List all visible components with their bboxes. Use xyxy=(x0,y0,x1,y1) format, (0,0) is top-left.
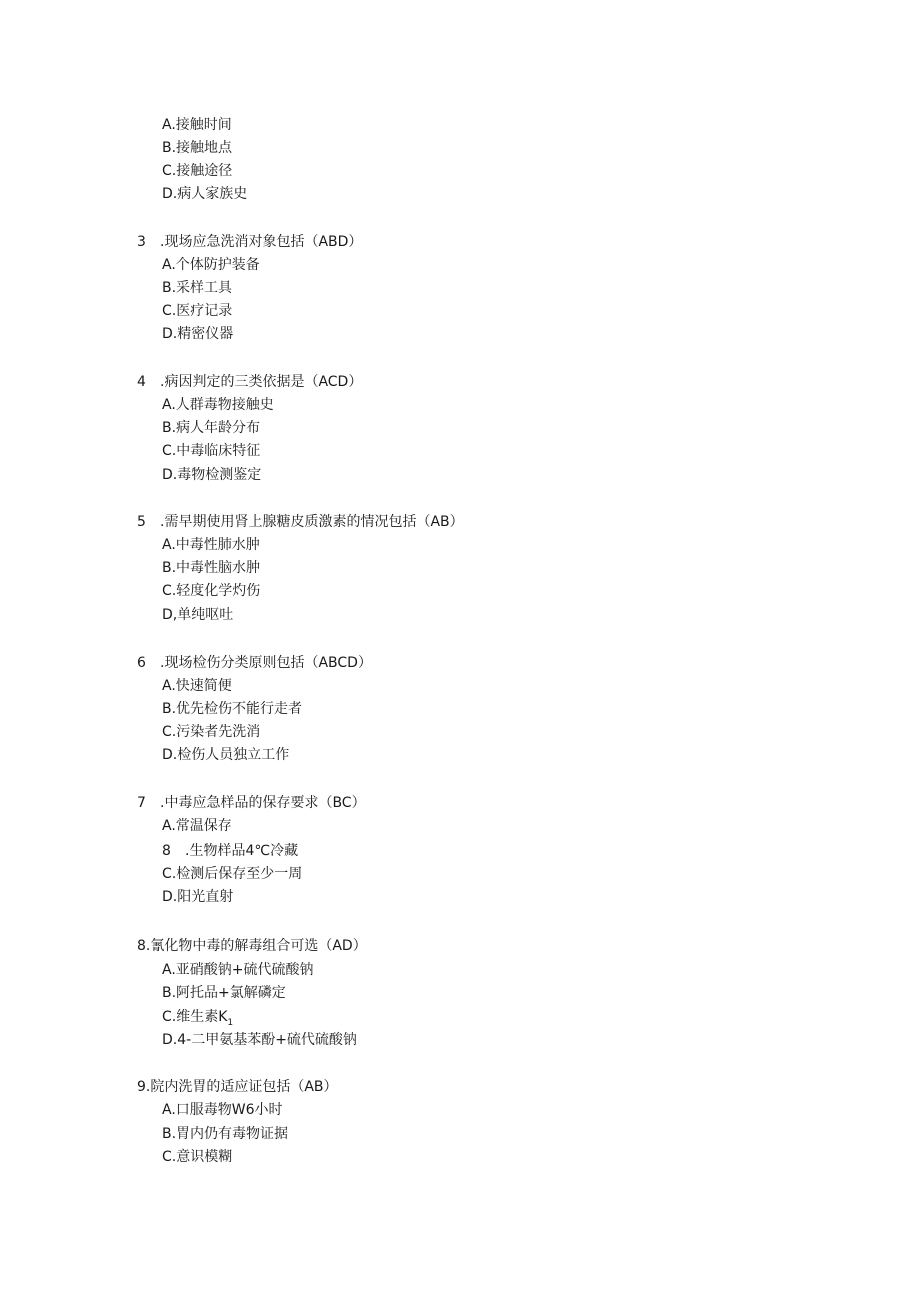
q5-option-b: B.中毒性脑水肿 xyxy=(162,560,261,576)
q8-option-c-text: C.维生素K xyxy=(162,1009,228,1025)
q7-option-c: C.检测后保存至少一周 xyxy=(162,866,303,882)
q7-option-b-number: 8 xyxy=(162,843,171,859)
q2-option-d: D.病人家族史 xyxy=(162,186,248,202)
q8-option-a: A.亚硝酸钠+硫代硫酸钠 xyxy=(162,962,314,978)
q7-option-a: A.常温保存 xyxy=(162,818,232,834)
q5-number: 5 xyxy=(137,514,146,530)
q5-option-a: A.中毒性肺水肿 xyxy=(162,537,260,553)
q5-option-c: C.轻度化学灼伤 xyxy=(162,583,261,599)
q2-option-b: B.接触地点 xyxy=(162,140,233,156)
q3-number: 3 xyxy=(137,234,146,250)
q4-option-d: D.毒物检测鉴定 xyxy=(162,467,262,483)
q3-option-d: D.精密仪器 xyxy=(162,326,234,342)
q2-option-c: C.接触途径 xyxy=(162,163,233,179)
q9-option-c: C.意识模糊 xyxy=(162,1149,233,1165)
q3-question: .现场应急洗消对象包括（ABD） xyxy=(160,234,363,250)
q4-question: .病因判定的三类依据是（ACD） xyxy=(160,374,363,390)
q6-option-c: C.污染者先洗消 xyxy=(162,724,261,740)
q7-option-b: .生物样品4℃冷藏 xyxy=(185,843,299,859)
q3-option-a: A.个体防护装备 xyxy=(162,257,260,273)
q6-option-a: A.快速简便 xyxy=(162,678,232,694)
q3-option-c: C.医疗记录 xyxy=(162,303,233,319)
q9-option-a: A.口服毒物W6小时 xyxy=(162,1102,283,1118)
q4-option-a: A.人群毒物接触史 xyxy=(162,397,274,413)
q5-question: .需早期使用肾上腺糖皮质激素的情况包括（AB） xyxy=(160,514,464,530)
q5-option-d: D,单纯呕吐 xyxy=(162,607,234,623)
q4-option-b: B.病人年龄分布 xyxy=(162,420,261,436)
q6-option-b: B.优先检伤不能行走者 xyxy=(162,701,303,717)
q9-option-b: B.胃内仍有毒物证据 xyxy=(162,1126,289,1142)
q7-option-d: D.阳光直射 xyxy=(162,889,234,905)
q8-option-c-subscript: 1 xyxy=(227,1017,234,1028)
q4-number: 4 xyxy=(137,374,146,390)
q8-option-b: B.阿托品+氯解磷定 xyxy=(162,985,286,1001)
q7-number: 7 xyxy=(137,795,146,811)
q8-option-c xyxy=(162,1008,233,1026)
q6-number: 6 xyxy=(137,655,146,671)
q8-question: 8.氰化物中毒的解毒组合可选（AD） xyxy=(137,938,367,954)
q2-option-a: A.接触时间 xyxy=(162,117,232,133)
q3-option-b: B.采样工具 xyxy=(162,280,233,296)
q7-question: .中毒应急样品的保存要求（BC） xyxy=(160,795,366,811)
q9-question: 9.院内洗胃的适应证包括（AB） xyxy=(137,1079,338,1095)
q4-option-c: C.中毒临床特征 xyxy=(162,443,261,459)
q6-option-d: D.检伤人员独立工作 xyxy=(162,747,290,763)
q6-question: .现场检伤分类原则包括（ABCD） xyxy=(160,655,372,671)
q8-option-d: D.4-二甲氨基苯酚+硫代硫酸钠 xyxy=(162,1032,357,1048)
